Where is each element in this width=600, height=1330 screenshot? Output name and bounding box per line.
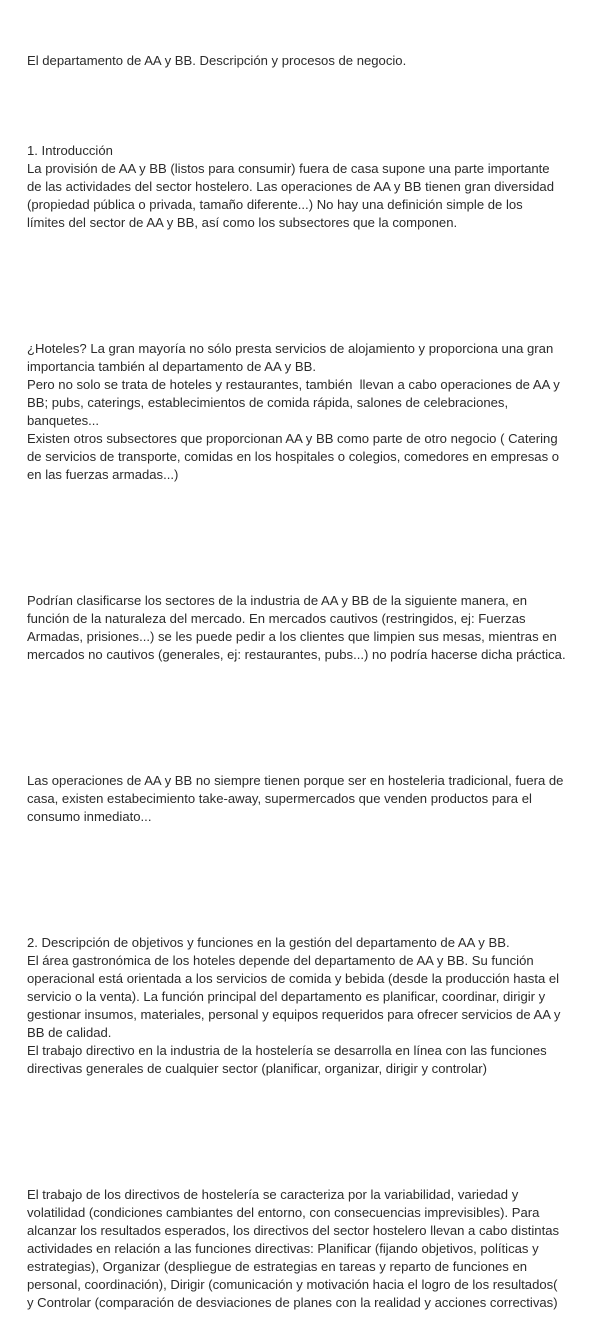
paragraph-objectives-functions: 2. Descripción de objetivos y funciones en la gestión del departamento de AA y BB. El área gastronómica de los hoteles depende del departamento de AA y BB. Su función operacional está orientada a los servicios de comida y bebida (desde la producción hasta el servicio o la venta). La función principal del departamento es planificar, coordinar, dirigir y gestionar insumos, materiales, personal y equipos requeridos para ofrecer servicios de AA y BB de calidad. El trabajo directivo en la industria de la hostelería se desarrolla en línea con las funciones directivas generales de cualquier sector (planificar, organizar, dirigir y controlar) bbox=[27, 935, 561, 1076]
paragraph-gap bbox=[27, 1114, 575, 1132]
paragraph-gap bbox=[27, 268, 575, 286]
document-page bbox=[27, 16, 575, 1330]
paragraph-management-work: El trabajo de los directivos de hostelería se caracteriza por la variabilidad, variedad y volatilidad (condiciones cambiantes del entorno, con consecuencias imprevisibles). Para alcanzar los resultados esperados, los directivos del sector hostelero llevan a cabo distintas actividades en relación a las funciones directivas: Planificar (fijando objetivos, políticas y estrategias), Organizar (despliegue de estrategias en tareas y reparto de funciones en personal, coordinación), Dirigir (comunicación y motivación hacia el logro de los resultados( y Controlar (comparación de desviaciones de planes con la realidad y acciones correctivas) bbox=[27, 1187, 560, 1310]
paragraph-hotels: ¿Hoteles? La gran mayoría no sólo presta servicios de alojamiento y proporciona una gran importancia también al departamento de AA y BB. Pero no solo se trata de hoteles y restaurantes, también llevan a cabo operaciones de AA y BB; pubs, caterings, establecimientos de comida rápida, salones de celebraciones, banquetes... Existen otros subsectores que proporcionan AA y BB como parte de otro negocio ( Catering de servicios de transporte, comidas en los hospitales o colegios, comedores en empresas o en las fuerzas armadas...) bbox=[27, 341, 560, 482]
paragraph-gap bbox=[27, 700, 575, 718]
paragraph-market-classification: Podrían clasificarse los sectores de la industria de AA y BB de la siguiente manera, en función de la naturaleza del mercado. En mercados cautivos (restringidos, ej: Fuerzas Armadas, prisiones...) se les puede pedir a los clientes que limpien sus mesas, mientras en mercados no cautivos (generales, ej: restaurantes, pubs...) no podría hacerse dicha práctica. bbox=[27, 593, 566, 662]
document-title: El departamento de AA y BB. Descripción y procesos de negocio. bbox=[27, 53, 407, 68]
paragraph-introduction: 1. Introducción La provisión de AA y BB (listos para consumir) fuera de casa supone una parte importante de las actividades del sector hostelero. Las operaciones de AA y BB tienen gran diversidad (propiedad pública o privada, tamaño diferente...) No hay una definición simple de los límites del sector de AA y BB, así como los subsectores que la componen. bbox=[27, 143, 554, 230]
paragraph-gap bbox=[27, 862, 575, 880]
paragraph-gap bbox=[27, 520, 575, 538]
paragraph-take-away: Las operaciones de AA y BB no siempre tienen porque ser en hosteleria tradicional, fuera de casa, existen estabecimiento take-away, supermercados que venden productos para el consumo inmediato... bbox=[27, 773, 564, 824]
